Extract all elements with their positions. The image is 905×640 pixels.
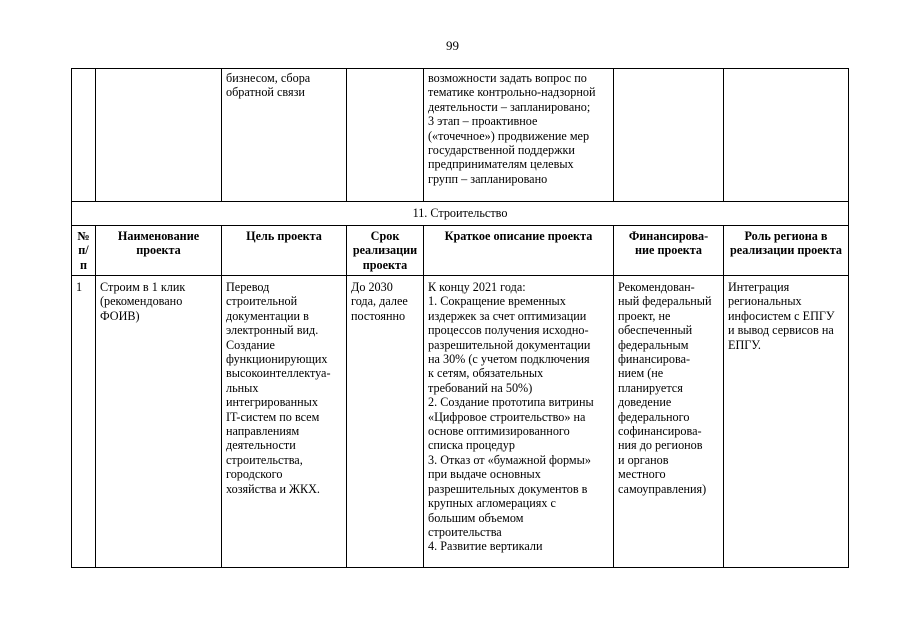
text-line: требований на 50%) (428, 380, 533, 395)
header-row (72, 226, 849, 276)
text-line: Срок (370, 229, 400, 243)
text-line: Краткое описание проекта (444, 229, 593, 243)
text-line: хозяйства и ЖКХ. (226, 481, 320, 496)
cell-name (96, 69, 222, 202)
text-line: возможности задать вопрос по (428, 71, 587, 85)
header-term (347, 226, 424, 276)
text-line: планируется (618, 380, 683, 395)
text-line: самоуправления) (618, 481, 707, 496)
text-line: городского (226, 467, 283, 482)
text-line: деятельности (226, 438, 296, 453)
section-title: 11. Строительство (72, 202, 849, 226)
text-line: («точечное») продвижение мер (428, 128, 590, 143)
text-line: деятельности – запланировано; (428, 99, 591, 114)
text-line: разрешительных документов в (428, 481, 588, 496)
text-line: документации в (226, 308, 309, 323)
text-line: интегрированных (226, 395, 318, 410)
text-line: на 30% (с учетом подключения (428, 352, 590, 367)
text-line: ный федеральный (618, 294, 712, 309)
text-line: разрешительной документации (428, 337, 591, 352)
text-line: обратной связи (226, 85, 305, 100)
continued-row (72, 69, 849, 202)
text-line: и органов (618, 452, 669, 467)
text-line: большим объемом (428, 510, 524, 525)
text-line: электронный вид. (226, 323, 319, 338)
text-line: 3. Отказ от «бумажной формы» (428, 452, 591, 467)
cell-term (347, 69, 424, 202)
text-line: крупных агломерациях с (428, 496, 556, 511)
row-goal (222, 276, 347, 568)
cell-goal (222, 69, 347, 202)
text-line: проекта (136, 243, 181, 258)
text-line: 2. Создание прототипа витрины (428, 395, 594, 410)
text-line: реализации проекта (730, 243, 842, 258)
cell-description (424, 69, 614, 202)
text-line: обеспеченный (618, 323, 693, 338)
cell-financing (614, 69, 724, 202)
text-line: Цель проекта (246, 229, 322, 243)
text-line: Интеграция (728, 280, 790, 294)
text-line: строительства, (226, 452, 303, 467)
text-line: ЕПГУ. (728, 337, 761, 352)
section-row (72, 202, 849, 226)
text-line: 1. Сокращение временных (428, 294, 566, 309)
text-line: проект, не (618, 308, 671, 323)
text-line: года, далее (351, 294, 408, 309)
text-line: федеральным (618, 337, 689, 352)
text-line: IT-систем по всем (226, 409, 320, 424)
text-line: Создание (226, 337, 275, 352)
header-goal (222, 226, 347, 276)
text-line: Строим в 1 клик (100, 280, 186, 294)
text-line: ние проекта (634, 243, 703, 258)
cell-region-role (724, 69, 849, 202)
text-line: К концу 2021 года: (428, 280, 526, 294)
header-num (72, 226, 96, 276)
text-line: ния до регионов (618, 438, 703, 453)
text-line: постоянно (351, 308, 406, 323)
text-line: местного (618, 467, 666, 482)
text-line: Перевод (226, 280, 270, 294)
text-line: Финансирова- (628, 229, 709, 243)
text-line: направлениям (226, 424, 300, 439)
header-region-role (724, 226, 849, 276)
text-line: федерального (618, 409, 690, 424)
text-line: строительной (226, 294, 298, 309)
text-line: тематике контрольно-надзорной (428, 85, 596, 100)
text-line: До 2030 (351, 280, 393, 294)
row-financing (614, 276, 724, 568)
text-line: ФОИВ) (100, 308, 140, 323)
cell-num (72, 69, 96, 202)
header-financing (614, 226, 724, 276)
text-line: Роль региона в (744, 229, 828, 243)
text-line: доведение (618, 395, 672, 410)
text-line: (рекомендовано (100, 294, 183, 309)
text-line: реализации (352, 243, 418, 258)
header-description (424, 226, 614, 276)
text-line: региональных (728, 294, 802, 309)
header-name (96, 226, 222, 276)
text-line: 3 этап – проактивное (428, 114, 538, 129)
text-line: нием (не (618, 366, 664, 381)
page-number: 99 (446, 38, 459, 53)
row-term (347, 276, 424, 568)
row-name (96, 276, 222, 568)
text-line: льных (226, 380, 259, 395)
text-line: групп – запланировано (428, 171, 548, 186)
text-line: строительства (428, 524, 502, 539)
text-line: бизнесом, сбора (226, 71, 311, 85)
text-line: 4. Развитие вертикали (428, 539, 543, 554)
text-line: государственной поддержки (428, 143, 575, 158)
text-line: и вывод сервисов на (728, 323, 834, 338)
text-line: предпринимателям целевых (428, 157, 574, 172)
text-line: № (77, 229, 90, 243)
text-line: Рекомендован- (618, 280, 695, 294)
text-line: основе оптимизированного (428, 424, 570, 439)
text-line: Наименование (117, 229, 200, 243)
text-line: функционирующих (226, 352, 328, 367)
row-description (424, 276, 614, 568)
text-line: инфосистем с ЕПГУ (728, 308, 835, 323)
row-region-role (724, 276, 849, 568)
table-row (72, 276, 849, 568)
text-line: процессов получения исходно- (428, 323, 589, 338)
projects-table (71, 68, 849, 568)
text-line: проекта (362, 257, 408, 272)
text-line: п (79, 257, 88, 272)
text-line: п/ (78, 243, 89, 258)
text-line: при выдаче основных (428, 467, 541, 482)
text-line: финансирова- (618, 352, 691, 367)
text-line: высокоинтеллектуа- (226, 366, 331, 381)
text-line: «Цифровое строительство» на (428, 409, 586, 424)
text-line: списка процедур (428, 438, 515, 453)
text-line: издержек за счет оптимизации (428, 308, 587, 323)
row-num: 1 (72, 276, 96, 568)
text-line: к сетям, обязательных (428, 366, 544, 381)
text-line: софинансирова- (618, 424, 702, 439)
